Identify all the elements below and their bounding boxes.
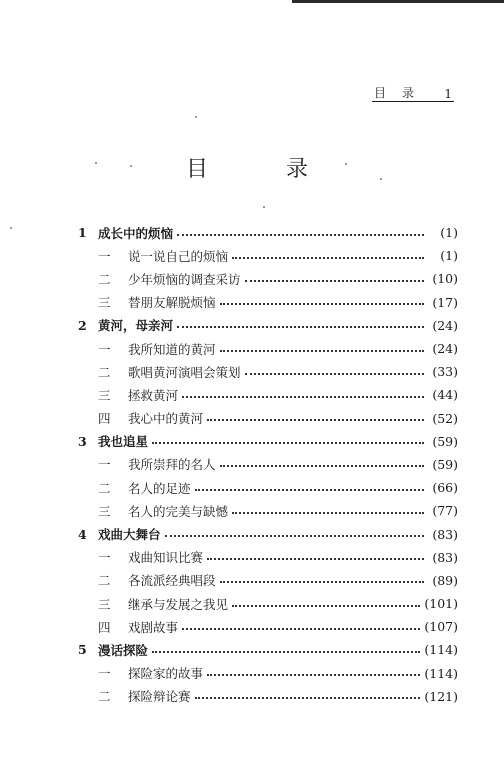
toc-entry-number: 三 <box>98 503 111 519</box>
toc-chapter-entry <box>70 314 458 337</box>
toc-entry-number: 3 <box>78 433 87 449</box>
toc-entry-number: 一 <box>98 550 111 566</box>
toc-section-entry <box>70 407 458 430</box>
toc-entry-title: 成长中的烦恼 <box>98 225 174 241</box>
dot-leader <box>207 558 424 560</box>
toc-entry-title: 戏曲大舞台 <box>98 527 161 543</box>
toc-entry-page: (59) <box>432 456 458 472</box>
toc-entry-number: 三 <box>98 387 111 403</box>
toc-entry-number: 三 <box>98 295 111 311</box>
toc-section-entry <box>70 337 458 360</box>
toc-entry-page: (121) <box>424 688 458 704</box>
toc-section-entry <box>70 569 458 592</box>
toc-entry-title: 各流派经典唱段 <box>128 573 216 589</box>
toc-chapter-entry <box>70 430 458 453</box>
toc-entry-number: 三 <box>98 596 111 612</box>
toc-entry-page: (24) <box>432 317 458 333</box>
dot-leader <box>232 257 424 259</box>
toc-entry-page: (10) <box>432 271 458 287</box>
dot-leader <box>220 465 424 467</box>
dot-leader <box>232 512 424 514</box>
toc-entry-title: 漫话探险 <box>98 642 149 658</box>
toc-entry-number: 1 <box>78 225 87 241</box>
toc-entry-number: 二 <box>98 364 111 380</box>
scan-speck <box>130 165 132 167</box>
table-of-contents <box>70 221 458 708</box>
toc-entry-title: 探险辩论赛 <box>128 689 191 705</box>
toc-entry-title: 我也追星 <box>98 434 149 450</box>
toc-section-entry <box>70 685 458 708</box>
header-rule <box>372 101 454 102</box>
toc-entry-page: (17) <box>432 294 458 310</box>
toc-section-entry <box>70 476 458 499</box>
toc-entry-title: 说一说自己的烦恼 <box>128 248 229 264</box>
dot-leader <box>182 396 424 398</box>
toc-section-entry <box>70 244 458 267</box>
dot-leader <box>152 651 420 653</box>
scan-speck <box>95 162 97 164</box>
toc-entry-page: (101) <box>424 596 458 612</box>
dot-leader <box>245 373 424 375</box>
toc-entry-title: 拯救黄河 <box>128 387 179 403</box>
toc-entry-title: 黄河，母亲河 <box>98 318 174 334</box>
toc-entry-page: (1) <box>440 225 458 241</box>
toc-entry-page: (66) <box>432 480 458 496</box>
toc-entry-title: 替朋友解脱烦恼 <box>128 295 216 311</box>
toc-entry-page: (114) <box>424 642 458 658</box>
toc-entry-page: (44) <box>432 387 458 403</box>
toc-entry-title: 戏曲知识比赛 <box>128 550 204 566</box>
toc-section-entry <box>70 383 458 406</box>
toc-entry-page: (52) <box>432 410 458 426</box>
toc-entry-number: 四 <box>98 619 111 635</box>
toc-entry-number: 一 <box>98 666 111 682</box>
toc-entry-title: 戏剧故事 <box>128 619 179 635</box>
dot-leader <box>245 280 424 282</box>
toc-entry-page: (59) <box>432 433 458 449</box>
toc-entry-number: 一 <box>98 457 111 473</box>
dot-leader <box>220 581 424 583</box>
toc-entry-title: 我所知道的黄河 <box>128 341 216 357</box>
toc-entry-page: (24) <box>432 341 458 357</box>
toc-section-entry <box>70 546 458 569</box>
toc-entry-page: (1) <box>440 248 458 264</box>
toc-chapter-entry <box>70 221 458 244</box>
toc-entry-title: 少年烦恼的调查采访 <box>128 271 241 287</box>
toc-entry-number: 二 <box>98 689 111 705</box>
scan-speck <box>380 178 382 180</box>
toc-entry-title: 探险家的故事 <box>128 666 204 682</box>
dot-leader <box>177 234 424 236</box>
dot-leader <box>165 535 424 537</box>
toc-entry-title: 名人的足迹 <box>128 480 191 496</box>
toc-section-entry <box>70 291 458 314</box>
toc-entry-number: 四 <box>98 411 111 427</box>
toc-entry-page: (107) <box>424 619 458 635</box>
toc-entry-number: 一 <box>98 248 111 264</box>
toc-entry-number: 2 <box>78 317 87 333</box>
toc-entry-number: 一 <box>98 341 111 357</box>
toc-section-entry <box>70 615 458 638</box>
toc-section-entry <box>70 267 458 290</box>
dot-leader <box>232 605 420 607</box>
scan-speck <box>195 116 197 118</box>
toc-section-entry <box>70 592 458 615</box>
toc-entry-title: 我心中的黄河 <box>128 411 204 427</box>
toc-entry-number: 二 <box>98 480 111 496</box>
dot-leader <box>207 674 420 676</box>
toc-entry-title: 继承与发展之我见 <box>128 596 229 612</box>
dot-leader <box>207 419 424 421</box>
toc-entry-page: (33) <box>432 364 458 380</box>
toc-section-entry <box>70 499 458 522</box>
toc-chapter-entry <box>70 638 458 661</box>
toc-entry-page: (89) <box>432 572 458 588</box>
running-header <box>374 84 454 101</box>
toc-section-entry <box>70 360 458 383</box>
scan-speck <box>10 227 12 229</box>
dot-leader <box>152 442 424 444</box>
running-header-label: 目 录 <box>374 86 417 100</box>
top-edge-rule <box>292 0 504 3</box>
toc-entry-page: (114) <box>424 665 458 681</box>
dot-leader <box>177 326 424 328</box>
toc-section-entry <box>70 662 458 685</box>
toc-entry-number: 5 <box>78 642 87 658</box>
dot-leader <box>220 350 424 352</box>
scan-speck <box>263 206 265 208</box>
scan-speck <box>345 163 347 165</box>
toc-entry-title: 歌唱黄河演唱会策划 <box>128 364 241 380</box>
toc-entry-number: 二 <box>98 573 111 589</box>
toc-entry-page: (83) <box>432 549 458 565</box>
dot-leader <box>195 697 421 699</box>
toc-entry-number: 二 <box>98 271 111 287</box>
dot-leader <box>182 628 420 630</box>
toc-entry-page: (83) <box>432 526 458 542</box>
toc-section-entry <box>70 453 458 476</box>
toc-chapter-entry <box>70 522 458 545</box>
toc-entry-page: (77) <box>432 503 458 519</box>
toc-entry-title: 名人的完美与缺憾 <box>128 503 229 519</box>
dot-leader <box>220 303 424 305</box>
toc-entry-number: 4 <box>78 526 87 542</box>
toc-entry-title: 我所崇拜的名人 <box>128 457 216 473</box>
running-header-page: 1 <box>444 87 454 101</box>
page-title: 目 录 <box>185 157 336 182</box>
dot-leader <box>195 489 424 491</box>
